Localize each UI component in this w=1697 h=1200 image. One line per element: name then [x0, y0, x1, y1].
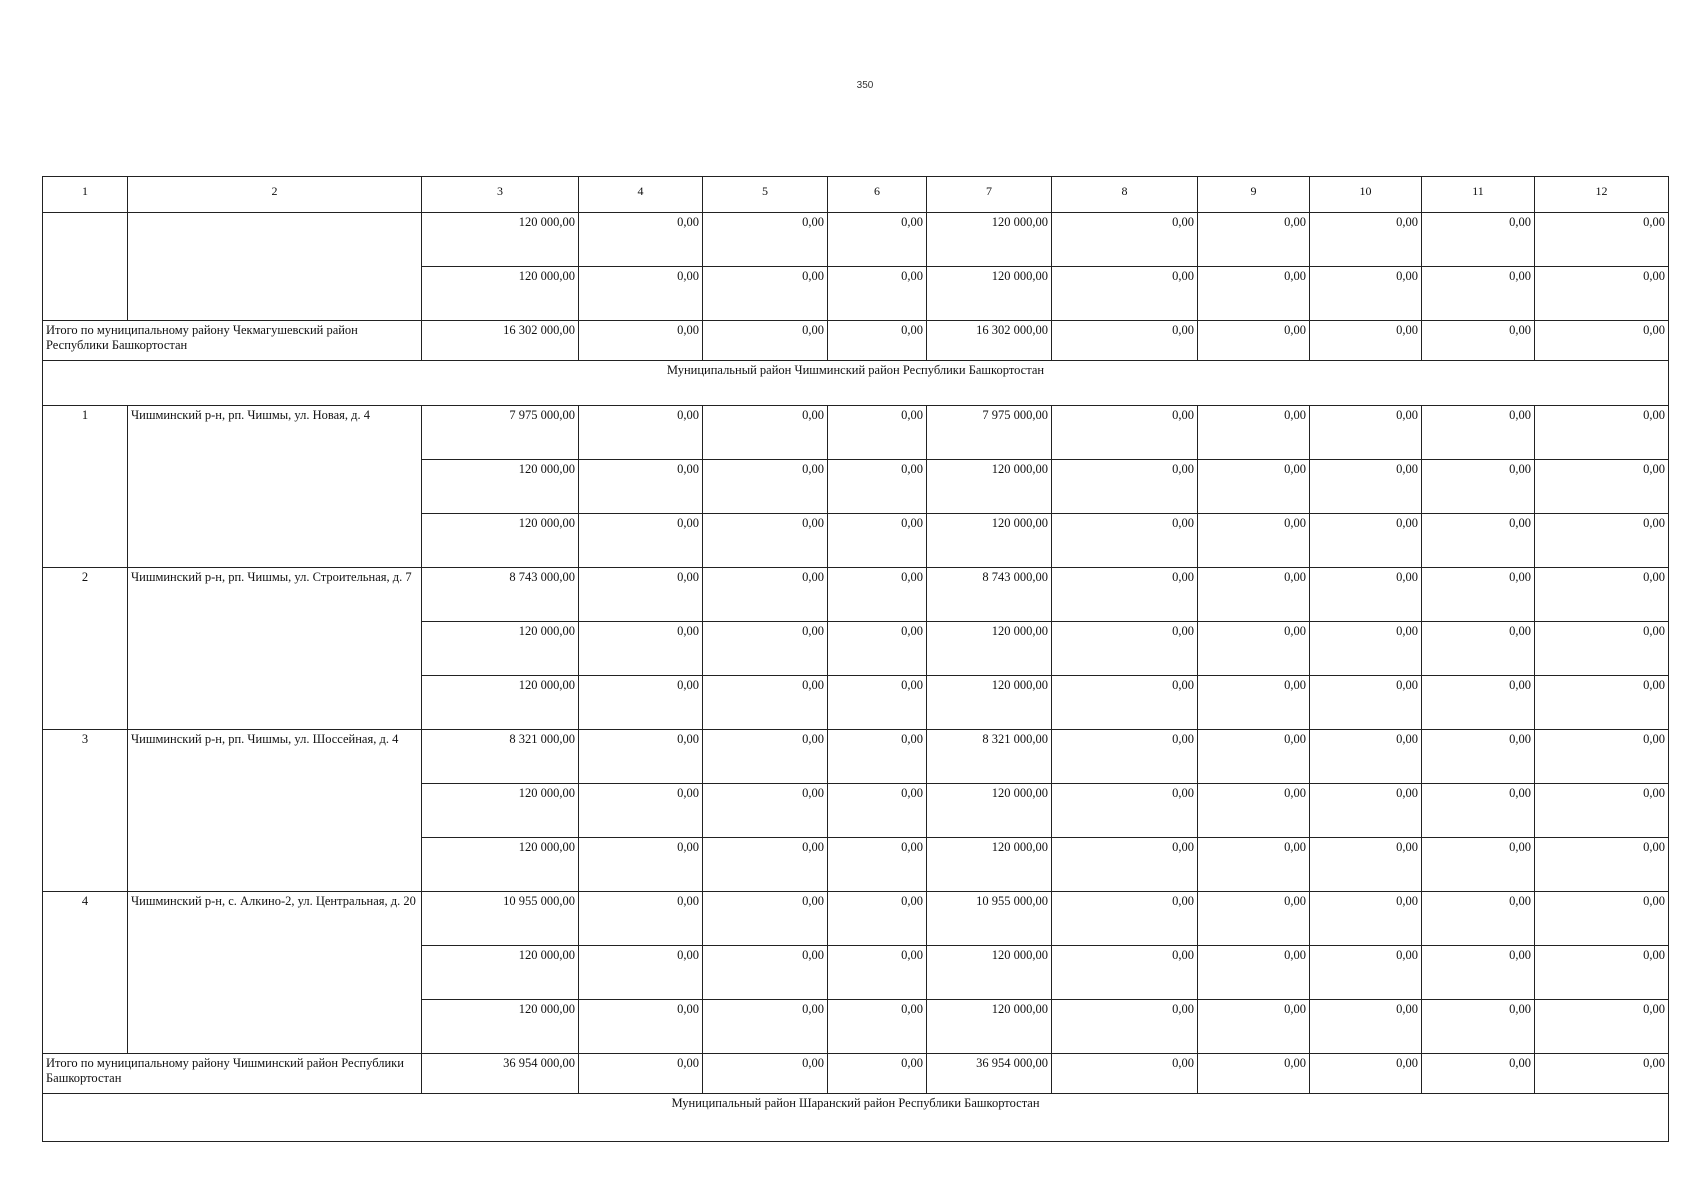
value-cell-col-4: 0,00: [579, 267, 703, 321]
value-cell-col-8: 0,00: [1052, 676, 1198, 730]
value-cell-col-12: 0,00: [1535, 730, 1669, 784]
value-cell-col-6: 0,00: [828, 213, 927, 267]
value-cell-col-3: 120 000,00: [422, 460, 579, 514]
value-cell-col-9: 0,00: [1198, 1054, 1310, 1094]
value-cell-col-10: 0,00: [1310, 321, 1422, 361]
value-cell-col-6: 0,00: [828, 514, 927, 568]
value-cell-col-8: 0,00: [1052, 730, 1198, 784]
value-cell-col-7: 120 000,00: [927, 514, 1052, 568]
column-header-9: 9: [1198, 177, 1310, 213]
value-cell-col-11: 0,00: [1422, 892, 1535, 946]
value-cell-col-9: 0,00: [1198, 730, 1310, 784]
value-cell-col-12: 0,00: [1535, 568, 1669, 622]
value-cell-col-7: 120 000,00: [927, 946, 1052, 1000]
value-cell-col-4: 0,00: [579, 946, 703, 1000]
value-cell-col-12: 0,00: [1535, 406, 1669, 460]
address-cell: Чишминский р-н, рп. Чишмы, ул. Шоссейная, д. 4: [128, 730, 422, 892]
section-title: Муниципальный район Чишминский район Республики Башкортостан: [43, 361, 1669, 406]
value-cell-col-3: 120 000,00: [422, 514, 579, 568]
value-cell-col-9: 0,00: [1198, 321, 1310, 361]
value-cell-col-4: 0,00: [579, 460, 703, 514]
value-cell-col-3: 8 743 000,00: [422, 568, 579, 622]
index-cell: 2: [43, 568, 128, 730]
table-row: [43, 213, 1669, 267]
table-row: [43, 568, 1669, 622]
address-cell: Чишминский р-н, рп. Чишмы, ул. Строительная, д. 7: [128, 568, 422, 730]
subtotal-row: [43, 321, 1669, 361]
column-header-8: 8: [1052, 177, 1198, 213]
value-cell-col-3: 120 000,00: [422, 267, 579, 321]
column-header-1: 1: [43, 177, 128, 213]
column-header-10: 10: [1310, 177, 1422, 213]
value-cell-col-11: 0,00: [1422, 460, 1535, 514]
header-row: [43, 177, 1669, 213]
value-cell-col-9: 0,00: [1198, 676, 1310, 730]
section-title: Муниципальный район Шаранский район Республики Башкортостан: [43, 1094, 1669, 1142]
table-row: [43, 406, 1669, 460]
value-cell-col-9: 0,00: [1198, 946, 1310, 1000]
value-cell-col-7: 120 000,00: [927, 622, 1052, 676]
value-cell-col-5: 0,00: [703, 514, 828, 568]
value-cell-col-11: 0,00: [1422, 321, 1535, 361]
value-cell-col-11: 0,00: [1422, 946, 1535, 1000]
value-cell-col-12: 0,00: [1535, 622, 1669, 676]
value-cell-col-5: 0,00: [703, 213, 828, 267]
column-header-11: 11: [1422, 177, 1535, 213]
table-row: [43, 892, 1669, 946]
value-cell-col-4: 0,00: [579, 730, 703, 784]
value-cell-col-4: 0,00: [579, 676, 703, 730]
value-cell-col-8: 0,00: [1052, 1000, 1198, 1054]
value-cell-col-7: 16 302 000,00: [927, 321, 1052, 361]
value-cell-col-6: 0,00: [828, 622, 927, 676]
value-cell-col-8: 0,00: [1052, 892, 1198, 946]
value-cell-col-3: 7 975 000,00: [422, 406, 579, 460]
section-header-row: [43, 361, 1669, 406]
value-cell-col-6: 0,00: [828, 267, 927, 321]
value-cell-col-8: 0,00: [1052, 321, 1198, 361]
value-cell-col-4: 0,00: [579, 321, 703, 361]
value-cell-col-4: 0,00: [579, 892, 703, 946]
value-cell-col-9: 0,00: [1198, 460, 1310, 514]
value-cell-col-8: 0,00: [1052, 460, 1198, 514]
value-cell-col-3: 120 000,00: [422, 213, 579, 267]
column-header-7: 7: [927, 177, 1052, 213]
value-cell-col-5: 0,00: [703, 838, 828, 892]
value-cell-col-3: 120 000,00: [422, 946, 579, 1000]
value-cell-col-5: 0,00: [703, 568, 828, 622]
value-cell-col-5: 0,00: [703, 676, 828, 730]
value-cell-col-10: 0,00: [1310, 946, 1422, 1000]
value-cell-col-8: 0,00: [1052, 784, 1198, 838]
value-cell-col-6: 0,00: [828, 892, 927, 946]
value-cell-col-11: 0,00: [1422, 622, 1535, 676]
value-cell-col-9: 0,00: [1198, 838, 1310, 892]
value-cell-col-10: 0,00: [1310, 838, 1422, 892]
value-cell-col-9: 0,00: [1198, 267, 1310, 321]
value-cell-col-6: 0,00: [828, 1000, 927, 1054]
value-cell-col-6: 0,00: [828, 676, 927, 730]
column-header-2: 2: [128, 177, 422, 213]
column-header-6: 6: [828, 177, 927, 213]
value-cell-col-12: 0,00: [1535, 514, 1669, 568]
address-cell: Чишминский р-н, рп. Чишмы, ул. Новая, д. 4: [128, 406, 422, 568]
subtotal-label: Итого по муниципальному району Чишминский район Республики Башкортостан: [43, 1054, 422, 1094]
value-cell-col-9: 0,00: [1198, 622, 1310, 676]
value-cell-col-11: 0,00: [1422, 784, 1535, 838]
value-cell-col-10: 0,00: [1310, 514, 1422, 568]
value-cell-col-5: 0,00: [703, 406, 828, 460]
value-cell-col-8: 0,00: [1052, 946, 1198, 1000]
value-cell-col-10: 0,00: [1310, 730, 1422, 784]
value-cell-col-4: 0,00: [579, 568, 703, 622]
value-cell-col-6: 0,00: [828, 784, 927, 838]
value-cell-col-6: 0,00: [828, 460, 927, 514]
value-cell-col-6: 0,00: [828, 946, 927, 1000]
value-cell-col-4: 0,00: [579, 406, 703, 460]
column-header-3: 3: [422, 177, 579, 213]
value-cell-col-11: 0,00: [1422, 1000, 1535, 1054]
value-cell-col-10: 0,00: [1310, 568, 1422, 622]
value-cell-col-12: 0,00: [1535, 1000, 1669, 1054]
value-cell-col-11: 0,00: [1422, 1054, 1535, 1094]
value-cell-col-5: 0,00: [703, 946, 828, 1000]
value-cell-col-7: 120 000,00: [927, 838, 1052, 892]
column-header-5: 5: [703, 177, 828, 213]
value-cell-col-12: 0,00: [1535, 892, 1669, 946]
value-cell-col-7: 120 000,00: [927, 676, 1052, 730]
value-cell-col-4: 0,00: [579, 1000, 703, 1054]
value-cell-col-5: 0,00: [703, 730, 828, 784]
value-cell-col-5: 0,00: [703, 460, 828, 514]
table-row: [43, 730, 1669, 784]
value-cell-col-9: 0,00: [1198, 406, 1310, 460]
value-cell-col-12: 0,00: [1535, 838, 1669, 892]
value-cell-col-12: 0,00: [1535, 946, 1669, 1000]
index-cell: 1: [43, 406, 128, 568]
value-cell-col-6: 0,00: [828, 568, 927, 622]
value-cell-col-4: 0,00: [579, 213, 703, 267]
value-cell-col-10: 0,00: [1310, 460, 1422, 514]
value-cell-col-5: 0,00: [703, 1000, 828, 1054]
value-cell-col-3: 120 000,00: [422, 1000, 579, 1054]
value-cell-col-8: 0,00: [1052, 213, 1198, 267]
column-header-4: 4: [579, 177, 703, 213]
value-cell-col-7: 8 321 000,00: [927, 730, 1052, 784]
value-cell-col-7: 7 975 000,00: [927, 406, 1052, 460]
index-cell: [43, 213, 128, 321]
value-cell-col-11: 0,00: [1422, 406, 1535, 460]
value-cell-col-10: 0,00: [1310, 622, 1422, 676]
value-cell-col-5: 0,00: [703, 267, 828, 321]
value-cell-col-5: 0,00: [703, 892, 828, 946]
value-cell-col-7: 10 955 000,00: [927, 892, 1052, 946]
value-cell-col-9: 0,00: [1198, 213, 1310, 267]
value-cell-col-10: 0,00: [1310, 1000, 1422, 1054]
value-cell-col-4: 0,00: [579, 514, 703, 568]
value-cell-col-11: 0,00: [1422, 838, 1535, 892]
value-cell-col-11: 0,00: [1422, 568, 1535, 622]
value-cell-col-12: 0,00: [1535, 460, 1669, 514]
value-cell-col-3: 120 000,00: [422, 622, 579, 676]
value-cell-col-10: 0,00: [1310, 676, 1422, 730]
column-header-12: 12: [1535, 177, 1669, 213]
value-cell-col-8: 0,00: [1052, 622, 1198, 676]
value-cell-col-8: 0,00: [1052, 838, 1198, 892]
value-cell-col-9: 0,00: [1198, 892, 1310, 946]
value-cell-col-8: 0,00: [1052, 514, 1198, 568]
value-cell-col-7: 8 743 000,00: [927, 568, 1052, 622]
value-cell-col-5: 0,00: [703, 321, 828, 361]
value-cell-col-10: 0,00: [1310, 1054, 1422, 1094]
value-cell-col-7: 120 000,00: [927, 213, 1052, 267]
value-cell-col-10: 0,00: [1310, 213, 1422, 267]
page-number: 350: [856, 80, 874, 91]
address-cell: [128, 213, 422, 321]
value-cell-col-4: 0,00: [579, 784, 703, 838]
value-cell-col-9: 0,00: [1198, 1000, 1310, 1054]
value-cell-col-12: 0,00: [1535, 676, 1669, 730]
value-cell-col-7: 120 000,00: [927, 267, 1052, 321]
table-body: [43, 177, 1669, 1142]
value-cell-col-4: 0,00: [579, 622, 703, 676]
value-cell-col-7: 120 000,00: [927, 784, 1052, 838]
value-cell-col-12: 0,00: [1535, 321, 1669, 361]
value-cell-col-3: 120 000,00: [422, 784, 579, 838]
value-cell-col-3: 120 000,00: [422, 838, 579, 892]
value-cell-col-7: 120 000,00: [927, 460, 1052, 514]
value-cell-col-4: 0,00: [579, 838, 703, 892]
value-cell-col-10: 0,00: [1310, 784, 1422, 838]
value-cell-col-4: 0,00: [579, 1054, 703, 1094]
value-cell-col-10: 0,00: [1310, 267, 1422, 321]
value-cell-col-11: 0,00: [1422, 514, 1535, 568]
value-cell-col-7: 36 954 000,00: [927, 1054, 1052, 1094]
value-cell-col-3: 36 954 000,00: [422, 1054, 579, 1094]
value-cell-col-10: 0,00: [1310, 892, 1422, 946]
value-cell-col-8: 0,00: [1052, 1054, 1198, 1094]
value-cell-col-7: 120 000,00: [927, 1000, 1052, 1054]
value-cell-col-9: 0,00: [1198, 784, 1310, 838]
budget-table: [42, 176, 1669, 1142]
value-cell-col-9: 0,00: [1198, 568, 1310, 622]
value-cell-col-8: 0,00: [1052, 568, 1198, 622]
value-cell-col-9: 0,00: [1198, 514, 1310, 568]
value-cell-col-12: 0,00: [1535, 267, 1669, 321]
value-cell-col-3: 16 302 000,00: [422, 321, 579, 361]
value-cell-col-5: 0,00: [703, 784, 828, 838]
address-cell: Чишминский р-н, с. Алкино-2, ул. Центральная, д. 20: [128, 892, 422, 1054]
section-header-row: [43, 1094, 1669, 1142]
value-cell-col-6: 0,00: [828, 838, 927, 892]
value-cell-col-12: 0,00: [1535, 784, 1669, 838]
index-cell: 3: [43, 730, 128, 892]
subtotal-label: Итого по муниципальному району Чекмагушевский район Республики Башкортостан: [43, 321, 422, 361]
value-cell-col-3: 120 000,00: [422, 676, 579, 730]
value-cell-col-3: 10 955 000,00: [422, 892, 579, 946]
value-cell-col-8: 0,00: [1052, 267, 1198, 321]
value-cell-col-8: 0,00: [1052, 406, 1198, 460]
value-cell-col-5: 0,00: [703, 1054, 828, 1094]
value-cell-col-12: 0,00: [1535, 1054, 1669, 1094]
value-cell-col-6: 0,00: [828, 1054, 927, 1094]
value-cell-col-11: 0,00: [1422, 730, 1535, 784]
index-cell: 4: [43, 892, 128, 1054]
value-cell-col-6: 0,00: [828, 730, 927, 784]
value-cell-col-10: 0,00: [1310, 406, 1422, 460]
value-cell-col-6: 0,00: [828, 406, 927, 460]
value-cell-col-11: 0,00: [1422, 267, 1535, 321]
value-cell-col-6: 0,00: [828, 321, 927, 361]
subtotal-row: [43, 1054, 1669, 1094]
value-cell-col-11: 0,00: [1422, 213, 1535, 267]
value-cell-col-5: 0,00: [703, 622, 828, 676]
value-cell-col-12: 0,00: [1535, 213, 1669, 267]
value-cell-col-3: 8 321 000,00: [422, 730, 579, 784]
value-cell-col-11: 0,00: [1422, 676, 1535, 730]
